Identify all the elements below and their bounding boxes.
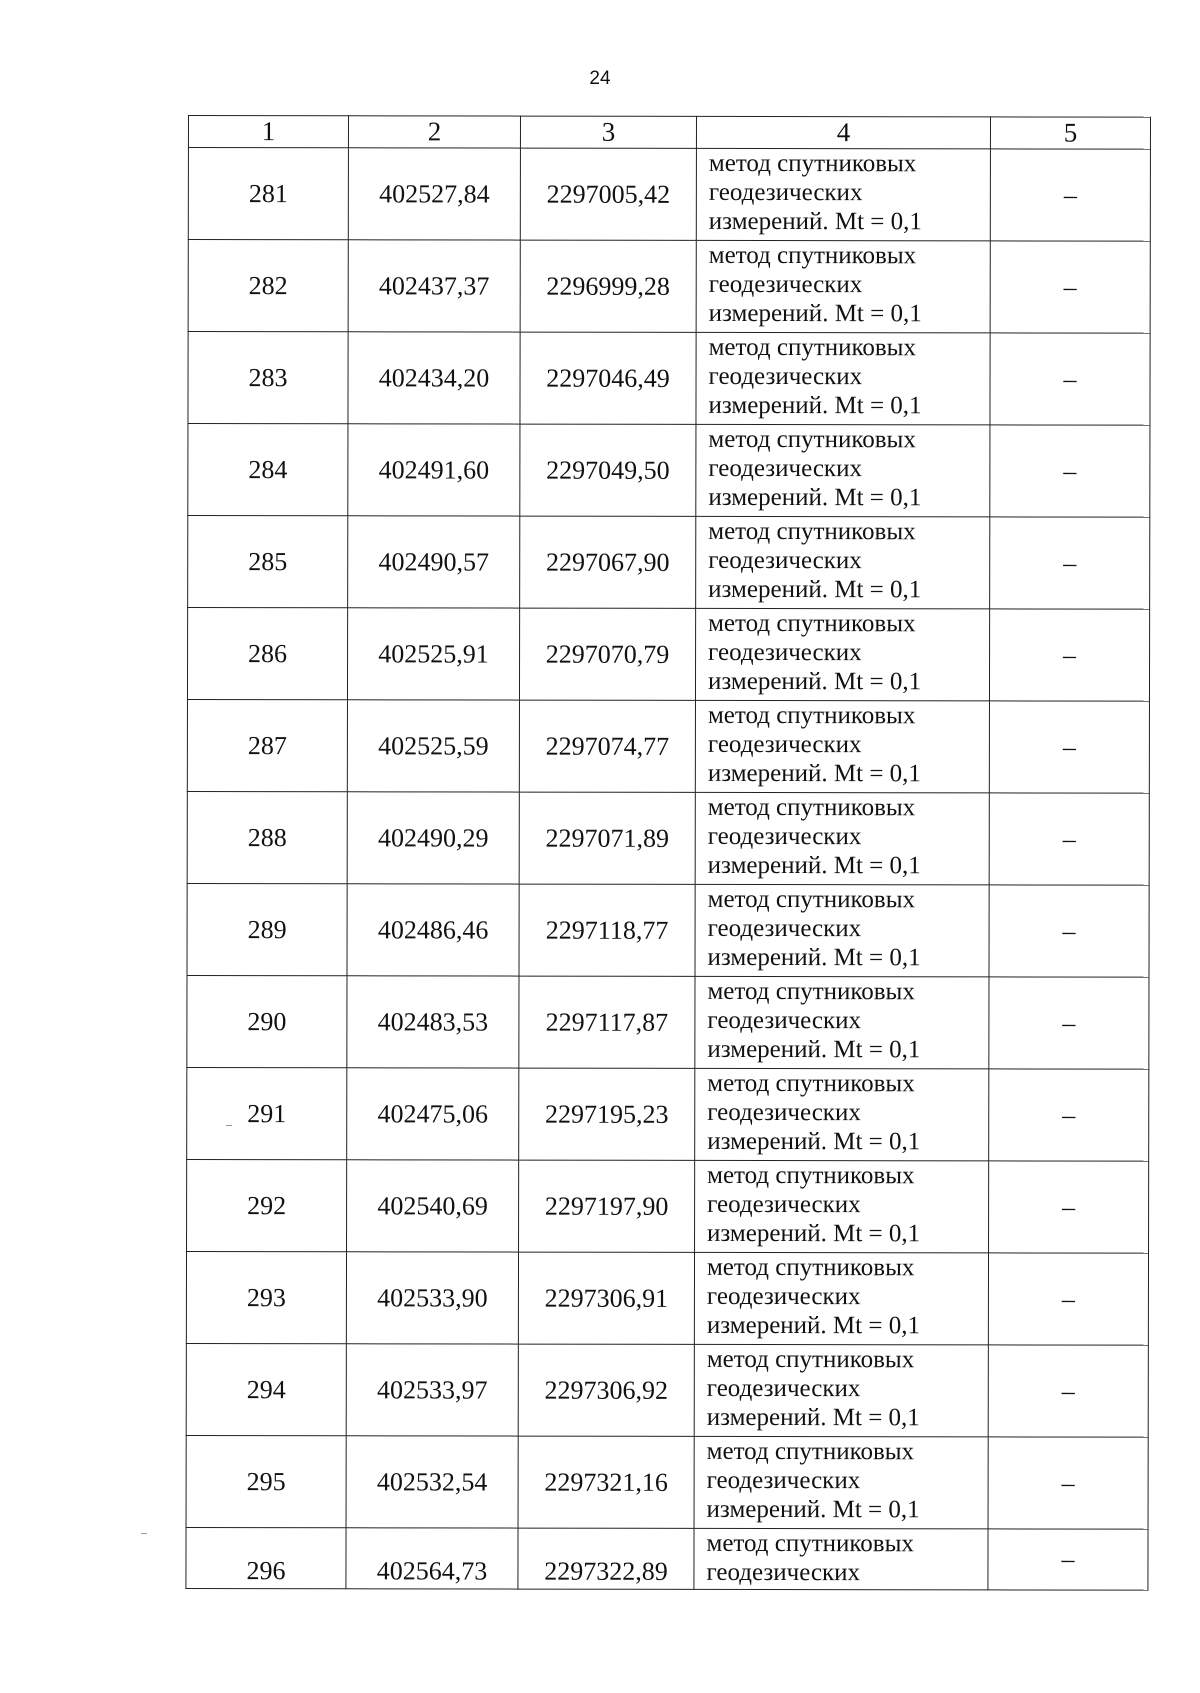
- method-line: геодезических: [708, 178, 863, 207]
- method-line: геодезических: [707, 730, 862, 759]
- method-line: метод спутниковых: [708, 149, 917, 178]
- note-cell: –: [990, 149, 1150, 241]
- coordinates-table: [185, 115, 1151, 1591]
- method-line: измерений. Mt = 0,1: [706, 1311, 920, 1340]
- method-cell: [695, 792, 989, 885]
- table-row: [188, 240, 1150, 334]
- note-cell: –: [989, 1069, 1149, 1161]
- x-coordinate-cell: 402490,57: [348, 516, 520, 608]
- x-coordinate-cell: 402490,29: [347, 792, 519, 884]
- method-cell: [696, 424, 990, 517]
- method-line: метод спутниковых: [706, 1529, 914, 1558]
- method-cell: [696, 516, 990, 609]
- table-row: [188, 516, 1150, 610]
- x-coordinate-cell: 402540,69: [347, 1160, 519, 1252]
- table-row: [187, 883, 1149, 977]
- y-coordinate-cell: 2297306,92: [518, 1344, 694, 1436]
- note-cell: –: [988, 1437, 1148, 1529]
- point-number-cell: 291: [187, 1067, 347, 1159]
- method-line: метод спутниковых: [708, 609, 916, 638]
- point-number-cell: 287: [187, 700, 347, 792]
- point-number-cell: 286: [187, 608, 347, 700]
- method-line: измерений. Mt = 0,1: [707, 1127, 921, 1156]
- method-line: геодезических: [707, 1006, 862, 1035]
- method-cell: [696, 240, 990, 333]
- point-number-cell: 295: [186, 1435, 346, 1527]
- method-cell: [694, 1344, 988, 1437]
- note-cell: –: [988, 1345, 1148, 1437]
- point-number-cell: 283: [188, 332, 348, 424]
- table-row: [188, 332, 1150, 426]
- column-header-1: 1: [188, 116, 348, 148]
- point-number-cell: 290: [187, 975, 347, 1067]
- method-line: геодезических: [707, 1098, 861, 1127]
- method-cell: [696, 332, 990, 425]
- method-line: геодезических: [707, 822, 862, 851]
- method-line: измерений. Mt = 0,1: [708, 299, 922, 328]
- method-cell: [695, 608, 989, 701]
- x-coordinate-cell: 402486,46: [347, 884, 519, 976]
- page-number: 24: [589, 68, 611, 89]
- note-cell: –: [990, 517, 1150, 609]
- method-line: геодезических: [706, 1374, 861, 1403]
- note-cell: –: [988, 1529, 1148, 1590]
- table-row: [186, 1435, 1148, 1529]
- column-header-5: 5: [990, 117, 1150, 149]
- y-coordinate-cell: 2297049,50: [520, 424, 696, 516]
- table-row: [187, 975, 1149, 1069]
- y-coordinate-cell: 2297071,89: [519, 792, 695, 884]
- x-coordinate-cell: 402533,97: [346, 1344, 518, 1436]
- x-coordinate-cell: 402437,37: [348, 240, 520, 332]
- point-number-cell: 282: [188, 240, 348, 332]
- table-row: [188, 148, 1150, 242]
- method-line: геодезических: [708, 638, 862, 667]
- x-coordinate-cell: 402525,91: [347, 608, 519, 700]
- scan-speck: [226, 1125, 232, 1126]
- method-line: метод спутниковых: [708, 241, 917, 270]
- method-line: метод спутниковых: [707, 885, 916, 914]
- method-cell: [694, 1528, 988, 1590]
- table-row: [187, 791, 1149, 885]
- method-line: измерений. Mt = 0,1: [708, 207, 922, 236]
- method-cell: [695, 1068, 989, 1161]
- method-line: метод спутниковых: [707, 1161, 915, 1190]
- method-line: геодезических: [708, 362, 863, 391]
- y-coordinate-cell: 2297117,87: [519, 976, 695, 1068]
- method-line: геодезических: [707, 914, 862, 943]
- method-cell: [695, 976, 989, 1069]
- column-header-4: 4: [696, 116, 990, 149]
- method-cell: [695, 700, 989, 793]
- method-line: геодезических: [706, 1558, 861, 1587]
- y-coordinate-cell: 2297195,23: [519, 1068, 695, 1160]
- y-coordinate-cell: 2297074,77: [519, 700, 695, 792]
- method-line: геодезических: [707, 1190, 861, 1219]
- method-line: измерений. Mt = 0,1: [707, 1035, 921, 1064]
- y-coordinate-cell: 2297005,42: [520, 148, 696, 240]
- note-cell: –: [989, 793, 1149, 885]
- method-line: измерений. Mt = 0,1: [707, 851, 921, 880]
- method-line: метод спутниковых: [708, 333, 917, 362]
- point-number-cell: 293: [186, 1251, 346, 1343]
- x-coordinate-cell: 402533,90: [346, 1252, 518, 1344]
- method-line: измерений. Mt = 0,1: [708, 575, 922, 604]
- note-cell: –: [989, 609, 1149, 701]
- y-coordinate-cell: 2297322,89: [518, 1528, 694, 1589]
- method-line: геодезических: [706, 1466, 861, 1495]
- note-cell: –: [990, 333, 1150, 425]
- point-number-cell: 294: [186, 1343, 346, 1435]
- x-coordinate-cell: 402434,20: [348, 332, 520, 424]
- method-line: метод спутниковых: [706, 1253, 915, 1282]
- method-line: измерений. Mt = 0,1: [706, 1495, 920, 1524]
- table-row: [186, 1527, 1148, 1590]
- x-coordinate-cell: 402564,73: [346, 1528, 518, 1589]
- note-cell: –: [988, 1253, 1148, 1345]
- method-line: метод спутниковых: [707, 977, 915, 1006]
- method-line: геодезических: [708, 270, 863, 299]
- table-row: [187, 700, 1149, 794]
- point-number-cell: 296: [186, 1527, 346, 1588]
- method-cell: [696, 148, 990, 241]
- method-line: измерений. Mt = 0,1: [708, 391, 922, 420]
- method-line: метод спутниковых: [708, 425, 916, 454]
- method-line: измерений. Mt = 0,1: [706, 1403, 920, 1432]
- note-cell: –: [990, 241, 1150, 333]
- column-header-2: 2: [348, 116, 520, 148]
- method-line: метод спутниковых: [708, 517, 916, 546]
- note-cell: –: [989, 885, 1149, 977]
- table-row: [187, 1067, 1149, 1161]
- y-coordinate-cell: 2297306,91: [518, 1252, 694, 1344]
- y-coordinate-cell: 2297046,49: [520, 332, 696, 424]
- point-number-cell: 281: [188, 148, 348, 240]
- method-line: метод спутниковых: [707, 793, 916, 822]
- y-coordinate-cell: 2297321,16: [518, 1436, 694, 1528]
- y-coordinate-cell: 2296999,28: [520, 240, 696, 332]
- note-cell: –: [990, 425, 1150, 517]
- y-coordinate-cell: 2297118,77: [519, 884, 695, 976]
- x-coordinate-cell: 402525,59: [347, 700, 519, 792]
- point-number-cell: 292: [187, 1159, 347, 1251]
- method-cell: [694, 1436, 988, 1529]
- y-coordinate-cell: 2297070,79: [519, 608, 695, 700]
- table-row: [187, 608, 1149, 702]
- method-line: геодезических: [706, 1282, 861, 1311]
- method-cell: [694, 1252, 988, 1345]
- x-coordinate-cell: 402532,54: [346, 1436, 518, 1528]
- scan-speck: [141, 1533, 147, 1534]
- table-row: [187, 1159, 1149, 1253]
- y-coordinate-cell: 2297197,90: [519, 1160, 695, 1252]
- method-cell: [695, 884, 989, 977]
- method-line: геодезических: [708, 546, 862, 575]
- note-cell: –: [989, 977, 1149, 1069]
- point-number-cell: 288: [187, 791, 347, 883]
- method-line: метод спутниковых: [707, 701, 916, 730]
- point-number-cell: 284: [188, 424, 348, 516]
- y-coordinate-cell: 2297067,90: [520, 516, 696, 608]
- column-header-3: 3: [520, 116, 696, 148]
- x-coordinate-cell: 402491,60: [348, 424, 520, 516]
- point-number-cell: 289: [187, 883, 347, 975]
- x-coordinate-cell: 402475,06: [347, 1068, 519, 1160]
- x-coordinate-cell: 402483,53: [347, 976, 519, 1068]
- method-line: метод спутниковых: [707, 1069, 915, 1098]
- method-line: измерений. Mt = 0,1: [707, 759, 921, 788]
- method-line: измерений. Mt = 0,1: [707, 667, 922, 696]
- point-number-cell: 285: [188, 516, 348, 608]
- method-line: измерений. Mt = 0,1: [707, 1219, 921, 1248]
- table-row: [188, 424, 1150, 518]
- table-header-row: [188, 116, 1150, 150]
- method-cell: [695, 1160, 989, 1253]
- note-cell: –: [989, 701, 1149, 793]
- table-row: [186, 1251, 1148, 1345]
- method-line: геодезических: [708, 454, 863, 483]
- method-line: метод спутниковых: [706, 1437, 915, 1466]
- note-cell: –: [989, 1161, 1149, 1253]
- method-line: измерений. Mt = 0,1: [707, 943, 921, 972]
- table-row: [186, 1343, 1148, 1437]
- x-coordinate-cell: 402527,84: [348, 148, 520, 240]
- method-line: измерений. Mt = 0,1: [708, 483, 922, 512]
- table-body: [186, 148, 1151, 1591]
- method-line: метод спутниковых: [706, 1345, 915, 1374]
